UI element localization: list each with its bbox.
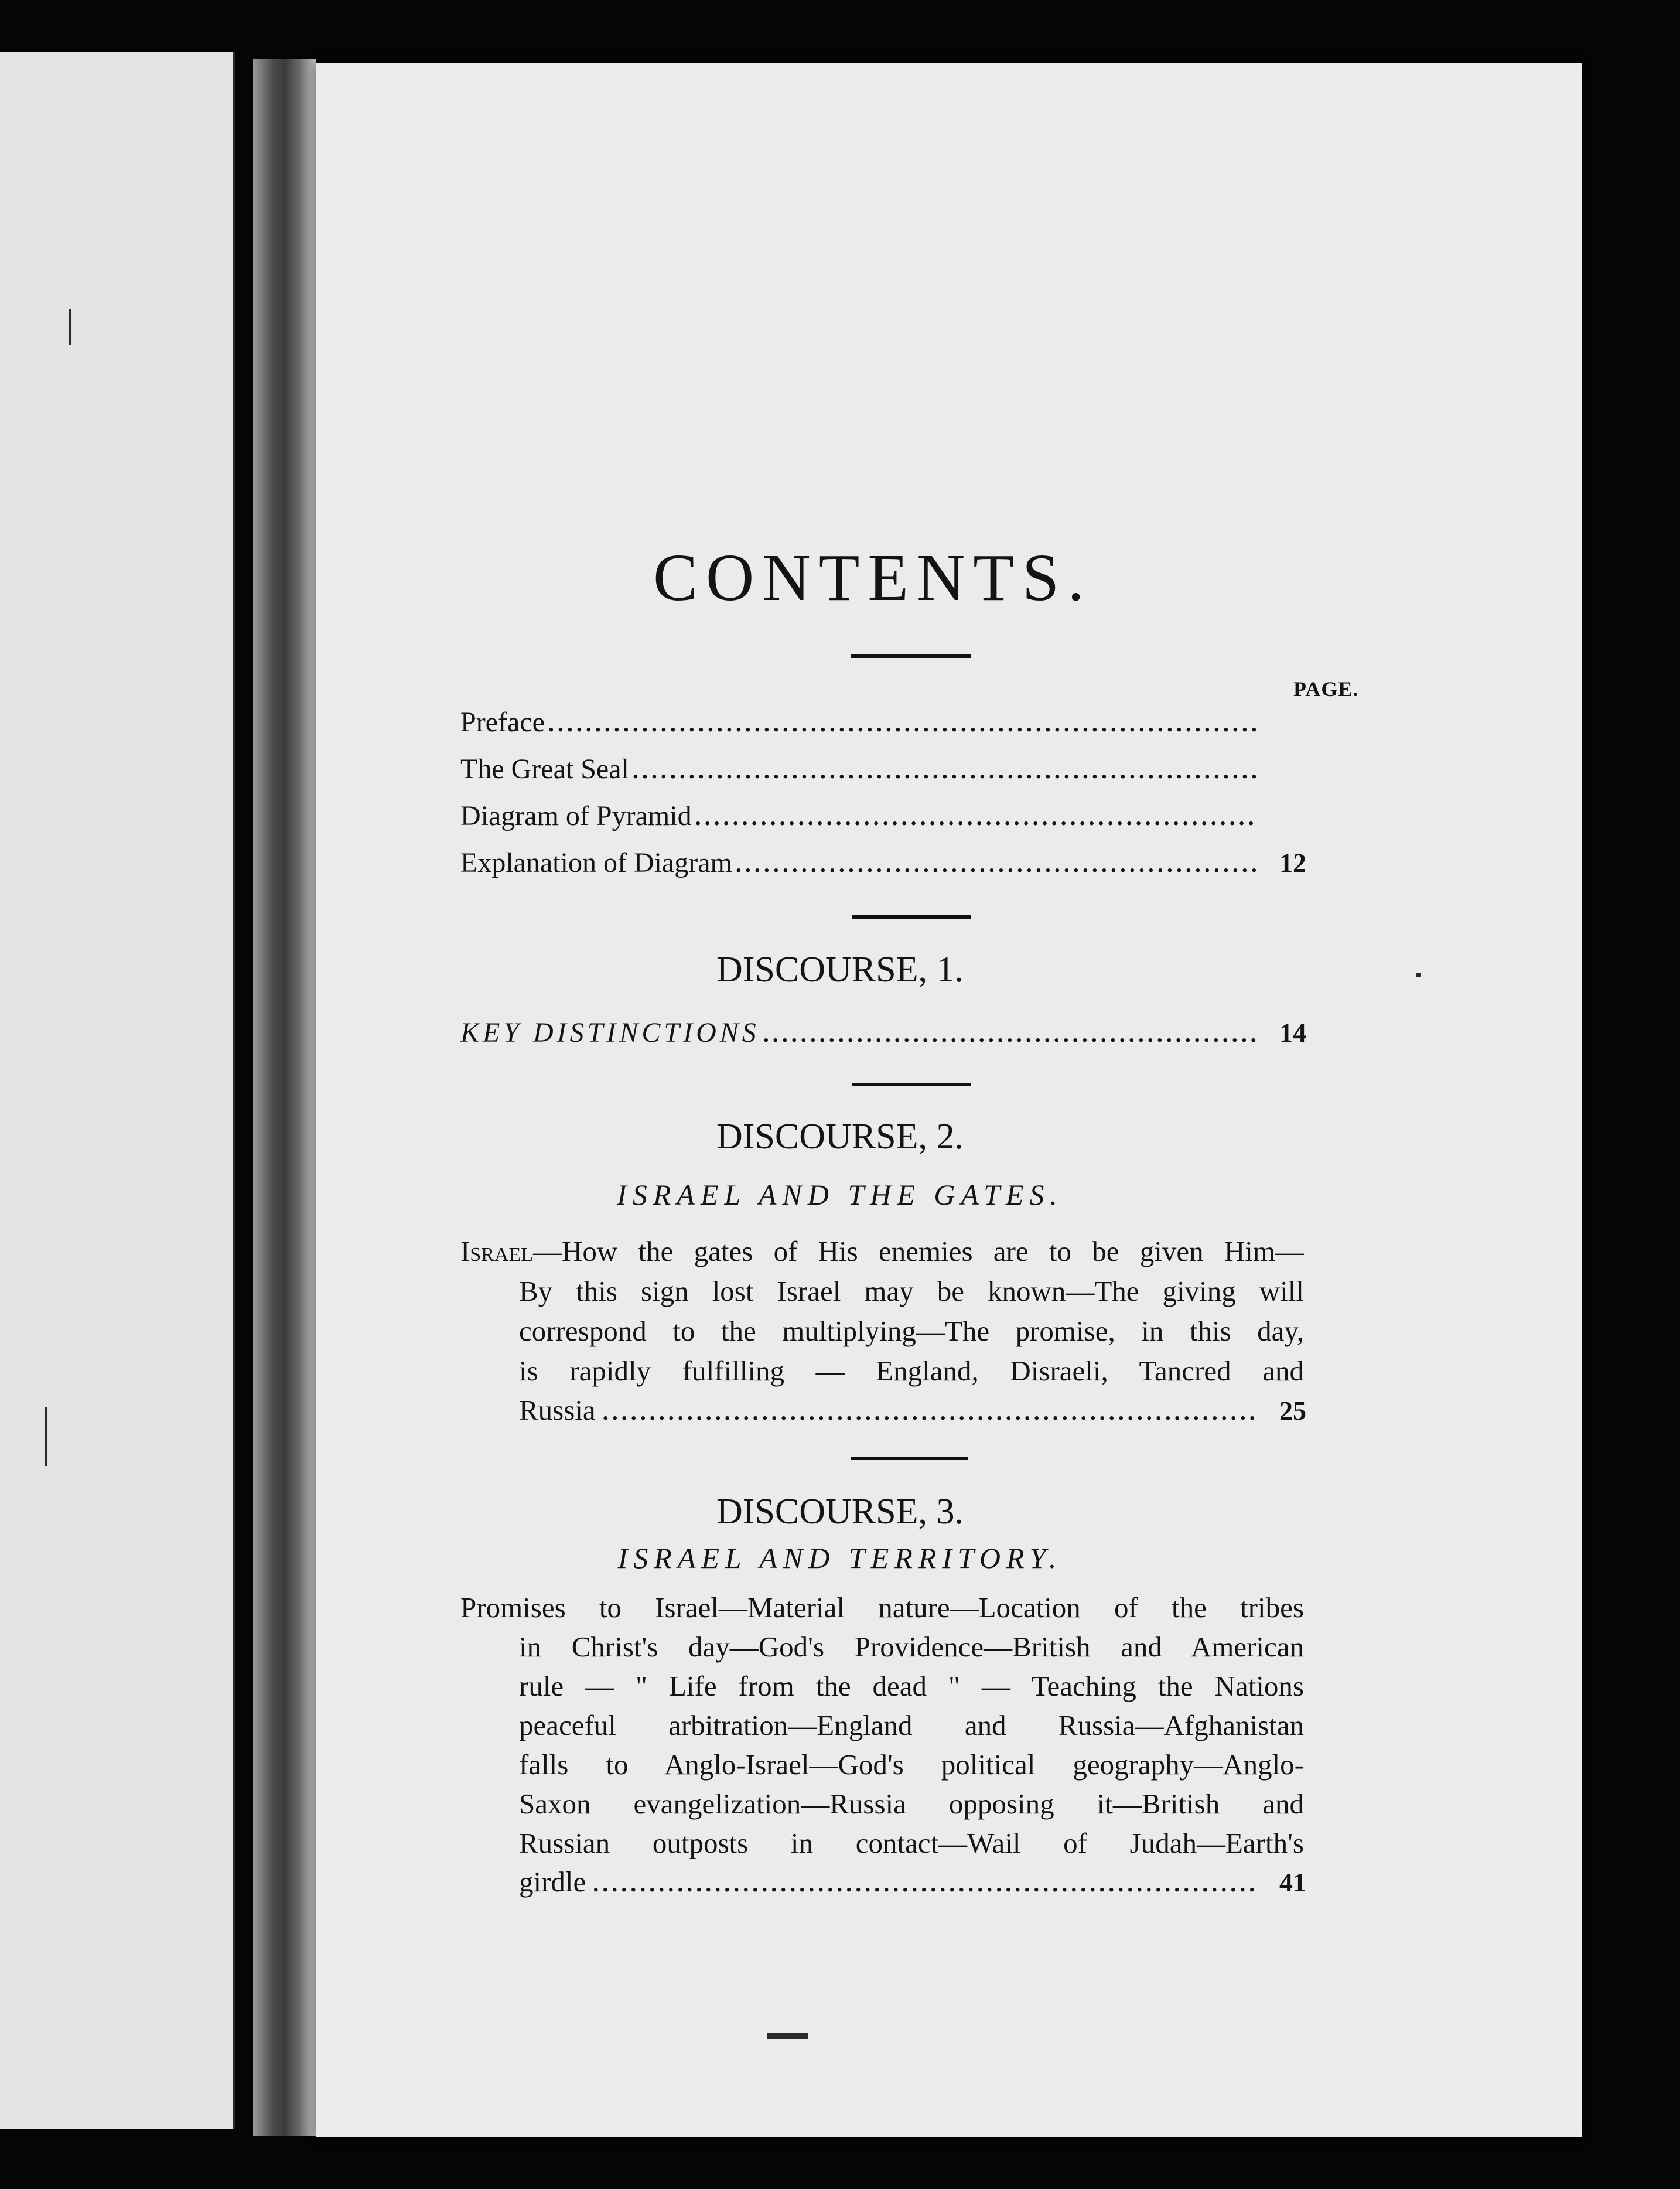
print-speck bbox=[69, 309, 71, 345]
toc-row-key-distinctions bbox=[460, 1017, 1306, 1053]
discourse-3-last-line bbox=[519, 1865, 1306, 1902]
title-rule bbox=[851, 654, 971, 658]
toc-entry-label: KEY DISTINCTIONS bbox=[460, 1017, 760, 1048]
toc-page-number: 12 bbox=[1279, 848, 1306, 878]
line-text: —How the gates of His enemies are to be given Him— bbox=[533, 1235, 1304, 1267]
discourse-3-line: falls to Anglo-Israel—God's political geography—Anglo- bbox=[519, 1748, 1304, 1781]
discourse-2-last-line bbox=[519, 1393, 1306, 1431]
discourse-2-heading: DISCOURSE, 2. bbox=[716, 1117, 964, 1157]
discourse-1-heading: DISCOURSE, 1. bbox=[716, 950, 964, 990]
print-speck bbox=[767, 2033, 808, 2039]
toc-row-explanation bbox=[460, 847, 1306, 883]
discourse-2-line: correspond to the multiplying—The promise, in this day, bbox=[519, 1315, 1304, 1347]
discourse-3-line: Russian outposts in contact—Wail of Judah—Earth's bbox=[519, 1827, 1304, 1859]
discourse-2-line: is rapidly fulfilling — England, Disraeli, Tancred and bbox=[519, 1355, 1304, 1387]
dot-leader bbox=[593, 1870, 1258, 1897]
section-rule bbox=[852, 915, 971, 919]
toc-entry-label: Diagram of Pyramid bbox=[460, 800, 692, 831]
dot-leader bbox=[633, 756, 1258, 784]
dot-leader bbox=[763, 1020, 1258, 1048]
discourse-2-line bbox=[460, 1235, 1304, 1272]
discourse-3-line: Saxon evangelization—Russia opposing it—British and bbox=[519, 1788, 1304, 1820]
book-gutter bbox=[253, 59, 316, 2136]
discourse-3-line: peaceful arbitration—England and Russia—Afghanistan bbox=[519, 1709, 1304, 1741]
toc-page-number: 14 bbox=[1279, 1018, 1306, 1048]
discourse-3-heading: DISCOURSE, 3. bbox=[716, 1492, 964, 1532]
toc-entry-label: The Great Seal bbox=[460, 753, 629, 785]
toc-entry-label: Preface bbox=[460, 707, 545, 738]
page-title: CONTENTS. bbox=[653, 540, 1092, 615]
discourse-3-subtitle: ISRAEL AND TERRITORY. bbox=[617, 1542, 1063, 1574]
discourse-3-line: rule — " Life from the dead " — Teaching the Nations bbox=[519, 1670, 1304, 1702]
toc-entry-label: Explanation of Diagram bbox=[460, 847, 732, 878]
toc-page-number: 41 bbox=[1279, 1867, 1306, 1897]
section-rule bbox=[852, 1083, 971, 1086]
dot-leader bbox=[603, 1398, 1258, 1426]
page-column-label: PAGE. bbox=[1293, 677, 1359, 701]
print-speck bbox=[45, 1407, 47, 1466]
toc-row-diagram bbox=[460, 800, 1306, 836]
discourse-3-line: Promises to Israel—Material nature—Location of the tribes bbox=[460, 1591, 1304, 1624]
toc-page-number: 25 bbox=[1279, 1396, 1306, 1426]
dot-leader bbox=[548, 710, 1258, 737]
section-rule bbox=[851, 1457, 968, 1460]
discourse-2-subtitle: ISRAEL AND THE GATES. bbox=[617, 1178, 1063, 1211]
toc-row-great-seal bbox=[460, 753, 1306, 789]
toc-row-preface bbox=[460, 706, 1306, 742]
lead-word: Israel bbox=[460, 1235, 533, 1267]
line-text: girdle bbox=[519, 1866, 586, 1898]
dot-leader bbox=[695, 803, 1258, 831]
facing-page bbox=[0, 52, 235, 2129]
line-text: Russia bbox=[519, 1394, 596, 1426]
dot-leader bbox=[736, 850, 1258, 878]
discourse-3-line: in Christ's day—God's Providence—British and American bbox=[519, 1631, 1304, 1663]
discourse-2-line: By this sign lost Israel may be known—The giving will bbox=[519, 1275, 1304, 1307]
